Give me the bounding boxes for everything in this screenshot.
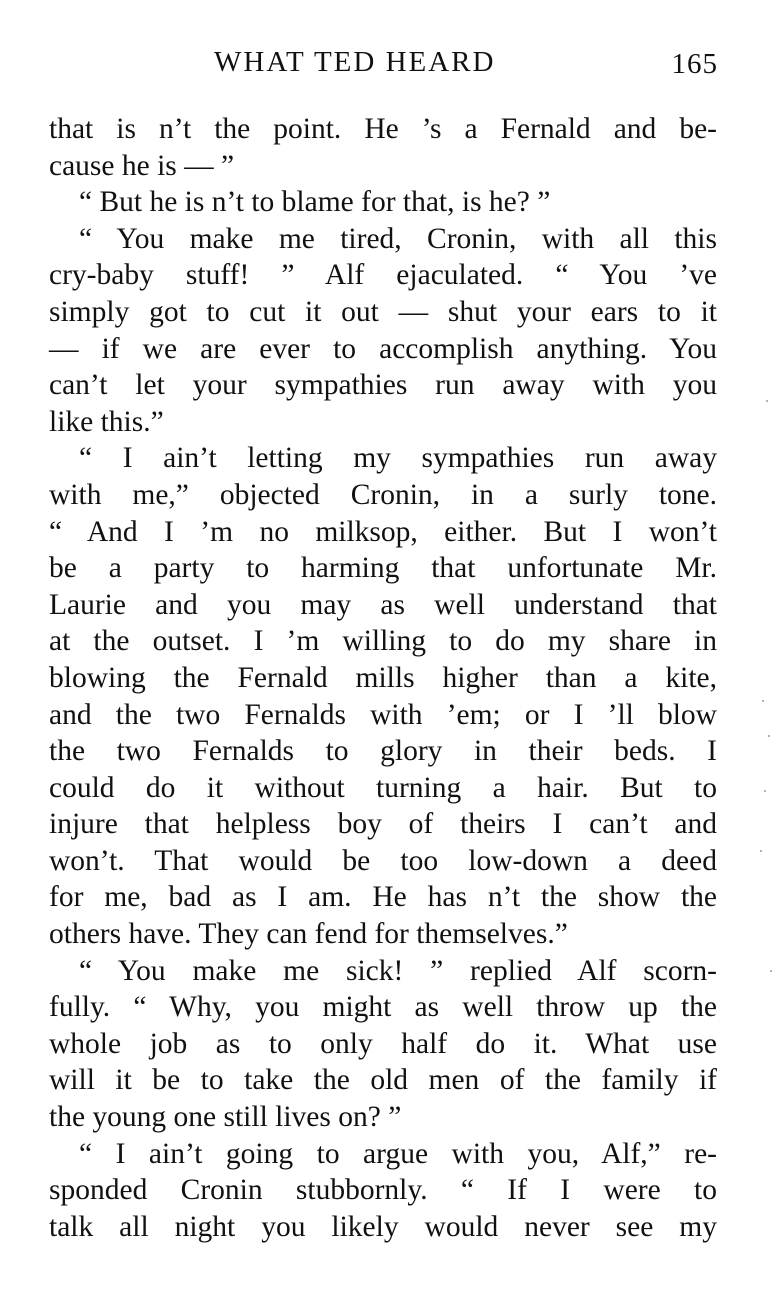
scan-speck [768, 735, 770, 737]
text-line: others have. They can fend for themselves.” [49, 918, 568, 951]
text-line: “ And I ’m no milksop, either. But I won’t [49, 515, 717, 548]
scan-speck [764, 790, 766, 792]
text-line: simply got to cut it out — shut your ears to it [49, 295, 717, 328]
scan-speck [770, 970, 772, 972]
text-line: won’t. That would be too low-down a deed [49, 844, 717, 877]
text-line: with me,” objected Cronin, in a surly tone. [49, 478, 717, 511]
text-line: sponded Cronin stubbornly. “ If I were to [49, 1174, 717, 1207]
text-line: the two Fernalds to glory in their beds. I [49, 735, 717, 768]
text-line: “ You make me tired, Cronin, with all this [79, 222, 717, 255]
text-line: at the outset. I ’m willing to do my share in [49, 625, 717, 658]
text-line: and the two Fernalds with ’em; or I ’ll blow [49, 698, 717, 731]
page-number: 165 [671, 48, 718, 80]
text-line: fully. “ Why, you might as well throw up the [49, 991, 717, 1024]
text-line: that is n’t the point. He ’s a Fernald and be- [49, 113, 717, 145]
text-line: — if we are ever to accomplish anything. You [49, 332, 717, 365]
text-line: will it be to take the old men of the family if [49, 1064, 717, 1097]
text-line: be a party to harming that unfortunate Mr. [49, 552, 717, 585]
text-line: Laurie and you may as well understand that [49, 588, 717, 621]
body-text [49, 111, 717, 1245]
text-line: whole job as to only half do it. What use [49, 1027, 717, 1060]
running-title: WHAT TED HEARD [214, 46, 496, 78]
text-line: talk all night you likely would never see my [49, 1210, 717, 1243]
text-line: “ I ain’t going to argue with you, Alf,” re- [79, 1137, 717, 1170]
text-line: cause he is — ” [49, 149, 235, 182]
text-line: “ But he is n’t to blame for that, is he? ” [79, 186, 551, 219]
running-head [48, 46, 718, 86]
scan-speck [760, 850, 762, 852]
text-line: blowing the Fernald mills higher than a kite, [49, 661, 717, 694]
text-line: the young one still lives on? ” [49, 1101, 402, 1134]
text-line: can’t let your sympathies run away with you [49, 369, 717, 402]
scan-speck [762, 700, 764, 702]
text-line: “ I ain’t letting my sympathies run away [79, 442, 717, 475]
text-line: for me, bad as I am. He has n’t the show the [49, 881, 717, 914]
scan-speck [766, 400, 768, 402]
text-line: cry-baby stuff! ” Alf ejaculated. “ You ’ve [49, 259, 717, 292]
text-line: injure that helpless boy of theirs I can’t and [49, 808, 717, 841]
scan-margin-specks [756, 380, 776, 1080]
text-line: could do it without turning a hair. But to [49, 771, 717, 804]
text-line: like this.” [49, 405, 164, 438]
text-line: “ You make me sick! ” replied Alf scorn- [79, 954, 717, 987]
